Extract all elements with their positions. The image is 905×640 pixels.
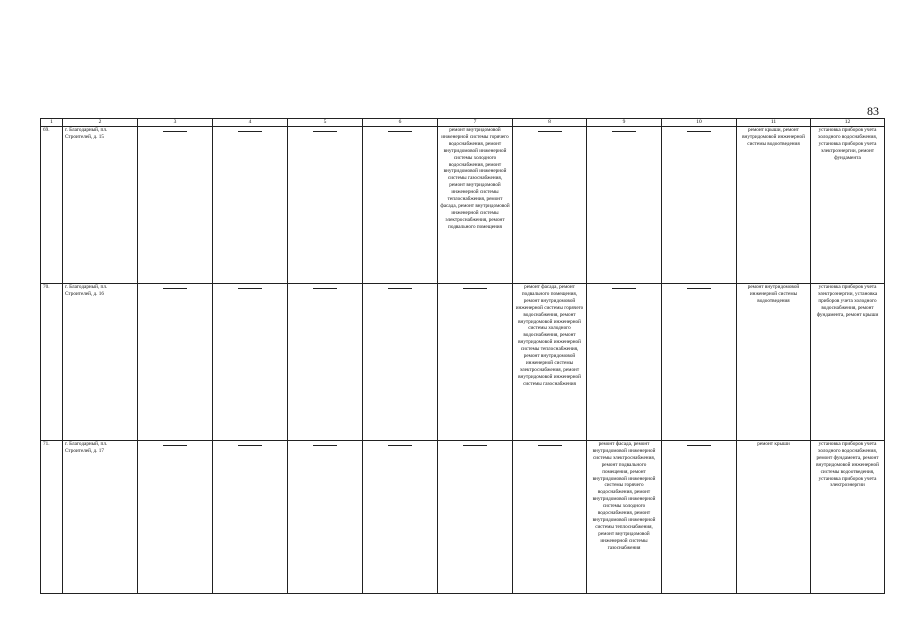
building-address: г. Благодарный, пл. Строителей, д. 15	[63, 127, 138, 284]
dash-mark	[612, 131, 636, 132]
work-types-cell: ремонт крыши	[737, 441, 811, 594]
dash-mark	[612, 288, 636, 289]
row-number: 70.	[41, 284, 63, 441]
column-header: 7	[438, 119, 513, 127]
column-header: 5	[288, 119, 363, 127]
dash-mark	[313, 288, 337, 289]
empty-cell	[513, 127, 587, 284]
repair-schedule-table	[40, 118, 885, 594]
dash-mark	[538, 445, 562, 446]
table-row	[41, 127, 885, 284]
empty-cell	[288, 127, 363, 284]
dash-mark	[163, 288, 187, 289]
column-header: 8	[513, 119, 587, 127]
work-types-cell: ремонт фасада, ремонт подвального помещения, ремонт внутридомовой инженерной системы горячего водоснабжения, ремонт внутридомовой инженерной системы холодного водоснабжения, ремонт внутридомовой инженерной системы теплоснабжения, ремонт внутридомовой инженерной системы электроснабжения, ремонт внутридомовой инженерной системы газоснабжения	[513, 284, 587, 441]
empty-cell	[662, 284, 737, 441]
empty-cell	[138, 284, 213, 441]
dash-mark	[238, 131, 262, 132]
column-header: 9	[587, 119, 662, 127]
work-types-cell: ремонт внутридомовой инженерной системы горячего водоснабжения, ремонт внутридомовой инженерной системы холодного водоснабжения, ремонт внутридомовой инженерной системы газоснабжения, ремонт внутридомовой инженерной системы теплоснабжения, ремонт фасада, ремонт внутридомовой инженерной системы электроснабжения, ремонт подвального помещения	[438, 127, 513, 284]
column-header: 10	[662, 119, 737, 127]
empty-cell	[213, 284, 288, 441]
column-header: 1	[41, 119, 63, 127]
work-types-cell: ремонт крыши, ремонт внутридомовой инженерной системы водоотведения	[737, 127, 811, 284]
dash-mark	[687, 445, 711, 446]
dash-mark	[388, 288, 412, 289]
empty-cell	[363, 284, 438, 441]
empty-cell	[213, 441, 288, 594]
table-row	[41, 284, 885, 441]
dash-mark	[463, 288, 487, 289]
empty-cell	[513, 441, 587, 594]
column-header: 6	[363, 119, 438, 127]
page-number: 83	[867, 104, 879, 118]
work-types-cell: установка приборов учета электроэнергии, установка приборов учета холодного водоснабжения, ремонт фундамента, ремонт крыши	[811, 284, 885, 441]
building-address: г. Благодарный, пл. Строителей, д. 17	[63, 441, 138, 594]
empty-cell	[288, 284, 363, 441]
empty-cell	[363, 441, 438, 594]
dash-mark	[313, 445, 337, 446]
dash-mark	[163, 131, 187, 132]
work-types-cell: ремонт фасада, ремонт внутридомовой инженерной системы электроснабжения, ремонт подвального помещения, ремонт внутридомовой инженерной системы горячего водоснабжения, ремонт внутридомовой инженерной системы холодного водоснабжения, ремонт внутридомовой инженерной системы теплоснабжения, ремонт внутридомовой инженерной системы газоснабжения	[587, 441, 662, 594]
dash-mark	[538, 131, 562, 132]
empty-cell	[288, 441, 363, 594]
work-types-cell: ремонт внутридомовой инженерной системы водоотведения	[737, 284, 811, 441]
dash-mark	[313, 131, 337, 132]
column-header: 12	[811, 119, 885, 127]
empty-cell	[138, 441, 213, 594]
empty-cell	[587, 127, 662, 284]
dash-mark	[238, 445, 262, 446]
empty-cell	[662, 127, 737, 284]
building-address: г. Благодарный, пл. Строителей, д. 16	[63, 284, 138, 441]
row-number: 71.	[41, 441, 63, 594]
empty-cell	[587, 284, 662, 441]
dash-mark	[463, 445, 487, 446]
dash-mark	[238, 288, 262, 289]
dash-mark	[163, 445, 187, 446]
dash-mark	[388, 131, 412, 132]
empty-cell	[438, 441, 513, 594]
empty-cell	[138, 127, 213, 284]
work-types-cell: установка приборов учета холодного водоснабжения, ремонт фундамента, ремонт внутридомовой инженерной системы водоотведения, установка приборов учета электроэнергии	[811, 441, 885, 594]
dash-mark	[388, 445, 412, 446]
dash-mark	[687, 288, 711, 289]
work-types-cell: установка приборов учета холодного водоснабжения, установка приборов учета электроэнергии, ремонт фундамента	[811, 127, 885, 284]
column-header: 4	[213, 119, 288, 127]
empty-cell	[662, 441, 737, 594]
column-number-row	[41, 119, 885, 127]
column-header: 11	[737, 119, 811, 127]
column-header: 2	[63, 119, 138, 127]
row-number: 69.	[41, 127, 63, 284]
empty-cell	[438, 284, 513, 441]
dash-mark	[687, 131, 711, 132]
empty-cell	[213, 127, 288, 284]
table-row	[41, 441, 885, 594]
column-header: 3	[138, 119, 213, 127]
empty-cell	[363, 127, 438, 284]
